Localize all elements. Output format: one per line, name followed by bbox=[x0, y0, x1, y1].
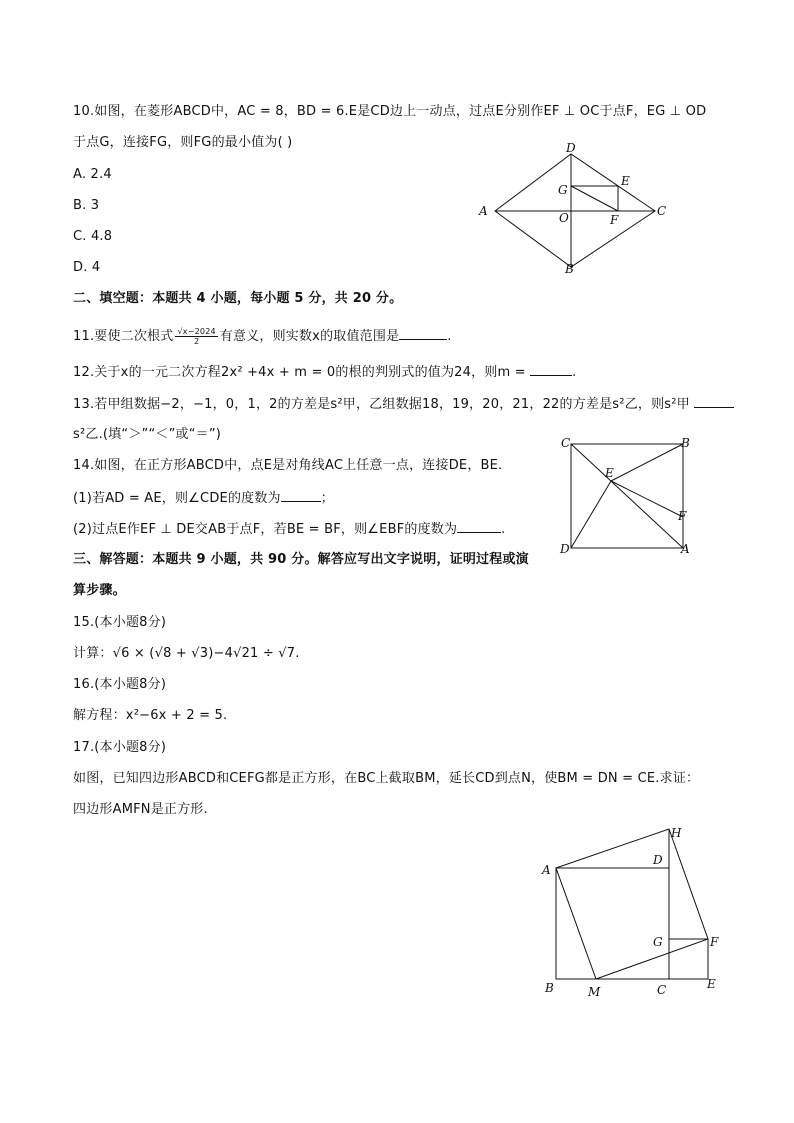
section-3-heading-line2: 算步骤。 bbox=[73, 583, 126, 598]
q10-option-c: C. 4.8 bbox=[73, 229, 113, 244]
q10-line1: 10.如图，在菱形ABCD中，AC = 8，BD = 6.E是CD边上一动点，过点E分别作EF ⊥ OC于点F，EG ⊥ OD bbox=[73, 104, 707, 119]
q11-end: . bbox=[447, 329, 452, 344]
q11-suffix: 有意义，则实数x的取值范围是 bbox=[219, 329, 400, 344]
q16-title: 16.(本小题8分) bbox=[73, 677, 167, 692]
label-m: M bbox=[588, 985, 601, 999]
q17-title: 17.(本小题8分) bbox=[73, 740, 167, 755]
rhombus-figure bbox=[475, 140, 675, 280]
q14-part1-blank[interactable] bbox=[281, 489, 321, 502]
q15-body: 计算：√6 × (√8 + √3)−4√21 ÷ √7. bbox=[73, 646, 300, 661]
label-f: F bbox=[610, 213, 619, 227]
q14-line2 bbox=[73, 489, 334, 508]
square-cefg bbox=[669, 939, 708, 979]
q14-part2-end: . bbox=[501, 522, 506, 537]
label-g: G bbox=[558, 183, 568, 197]
q11-fraction bbox=[175, 327, 217, 346]
diagonal-ca bbox=[571, 444, 683, 548]
q14-part1-end: ； bbox=[320, 491, 334, 506]
q14-line3 bbox=[73, 520, 506, 539]
q12-text: 12.关于x的一元二次方程2x² +4x + m = 0的根的判别式的值为24，则m = bbox=[73, 365, 531, 380]
q11-answer-blank[interactable] bbox=[399, 327, 447, 340]
q12 bbox=[73, 363, 577, 382]
label-a: A bbox=[681, 542, 690, 556]
label-a: A bbox=[479, 204, 488, 218]
q15-title: 15.(本小题8分) bbox=[73, 615, 167, 630]
segment-de bbox=[571, 481, 611, 548]
label-b: B bbox=[545, 981, 554, 995]
q13-line2: s²乙.(填“＞”“＜”或“＝”) bbox=[73, 427, 222, 442]
q13-line1 bbox=[73, 395, 734, 414]
q14-part1-text: (1)若AD = AE，则∠CDE的度数为 bbox=[73, 491, 281, 506]
two-squares-figure bbox=[535, 820, 735, 1000]
label-o: O bbox=[559, 211, 569, 225]
q11-prefix: 11.要使二次根式 bbox=[73, 329, 174, 344]
q11-frac-num: √x−2024 bbox=[177, 327, 216, 336]
q17-line2: 四边形AMFN是正方形. bbox=[73, 802, 208, 817]
q17-line1: 如图，已知四边形ABCD和CEFG都是正方形，在BC上截取BM，延长CD到点N，使BM = DN = CE.求证： bbox=[73, 771, 700, 786]
q14-part2-blank[interactable] bbox=[457, 520, 501, 533]
section-2-heading: 二、填空题：本题共 4 小题，每小题 5 分，共 20 分。 bbox=[73, 291, 403, 306]
q11-frac-den: 2 bbox=[193, 337, 200, 346]
q16-body: 解方程：x²−6x + 2 = 5. bbox=[73, 708, 228, 723]
label-f: F bbox=[710, 935, 719, 949]
q10-option-a: A. 2.4 bbox=[73, 167, 112, 182]
label-d: D bbox=[560, 542, 570, 556]
q12-answer-blank[interactable] bbox=[530, 363, 572, 376]
q10-option-d: D. 4 bbox=[73, 260, 101, 275]
label-c: C bbox=[561, 436, 571, 450]
square-figure bbox=[558, 435, 698, 560]
segment-fg bbox=[571, 186, 618, 211]
q10-line2: 于点G，连接FG，则FG的最小值为( ) bbox=[73, 135, 293, 150]
q12-end: . bbox=[572, 365, 577, 380]
segment-ef bbox=[611, 481, 683, 517]
q11 bbox=[73, 327, 452, 346]
q13-answer-blank[interactable] bbox=[694, 395, 734, 408]
label-e: E bbox=[621, 174, 630, 188]
label-d: D bbox=[566, 141, 576, 155]
label-e: E bbox=[605, 466, 614, 480]
label-b: B bbox=[565, 262, 574, 276]
label-g: G bbox=[653, 935, 663, 949]
label-a: A bbox=[542, 863, 551, 877]
q13-text: 13.若甲组数据−2，−1，0，1，2的方差是s²甲，乙组数据18，19，20，21，22的方差是s²乙，则s²甲 bbox=[73, 397, 690, 412]
label-b: B bbox=[681, 436, 690, 450]
q14-part2-text: (2)过点E作EF ⊥ DE交AB于点F，若BE = BF，则∠EBF的度数为 bbox=[73, 522, 458, 537]
q10-option-b: B. 3 bbox=[73, 198, 100, 213]
quadrilateral-amfn bbox=[556, 829, 708, 979]
label-d: D bbox=[653, 853, 663, 867]
square-abcd bbox=[556, 868, 669, 979]
label-h: H bbox=[671, 826, 682, 840]
label-c: C bbox=[657, 204, 667, 218]
segment-eb bbox=[611, 444, 683, 481]
section-3-heading-line1: 三、解答题：本题共 9 小题，共 90 分。解答应写出文字说明，证明过程或演 bbox=[73, 552, 529, 567]
label-e: E bbox=[707, 977, 716, 991]
label-c: C bbox=[657, 983, 667, 997]
label-f: F bbox=[678, 509, 687, 523]
q14-line1: 14.如图，在正方形ABCD中，点E是对角线AC上任意一点，连接DE，BE. bbox=[73, 458, 503, 473]
